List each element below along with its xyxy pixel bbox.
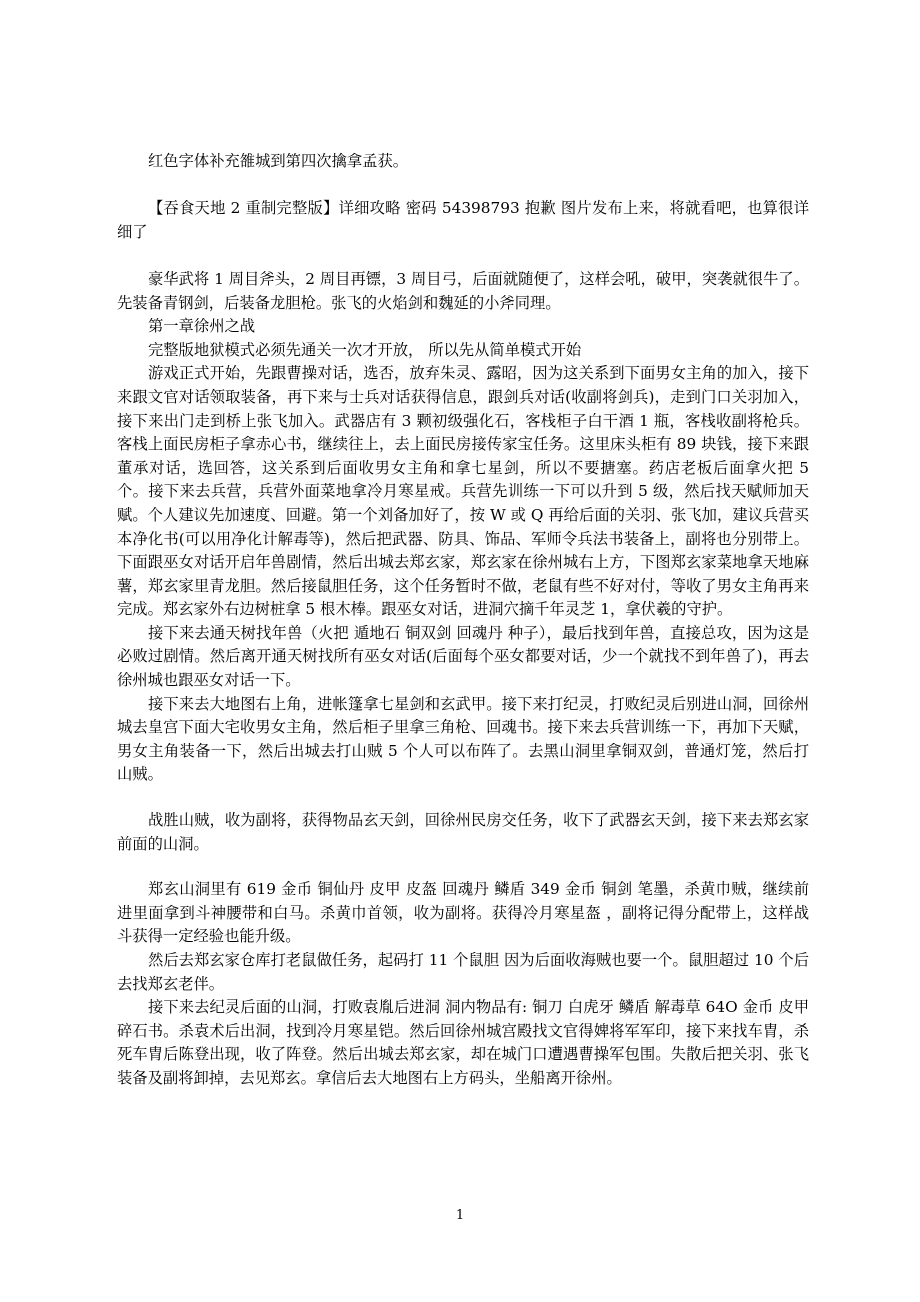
chapter-heading: 第一章徐州之战 — [148, 317, 256, 336]
paragraph-zhengxuan-cave: 郑玄山洞里有 619 金币 铜仙丹 皮甲 皮盔 回魂丹 鳞盾 349 金币 铜剑 笔墨，杀黄巾贼，继续前进里面拿到斗神腰带和白马。杀黄巾首领，收为副将。获得冷月寒星盔 ，副将记得分配带上，这样战斗获得一定经验也能升级。 — [117, 880, 809, 946]
paragraph-title: 【吞食天地 2 重制完整版】详细攻略 密码 54398793 抱歉 图片发布上来，将就看吧，也算很详细了 — [117, 199, 809, 241]
paragraph-hell-mode: 完整版地狱模式必须先通关一次才开放， 所以先从简单模式开始 — [148, 340, 582, 359]
paragraph-tongtian-tree: 接下来去通天树找年兽（火把 遁地石 铜双剑 回魂丹 种子），最后找到年兽，直接总攻，因为这是必败过剧情。然后离开通天树找所有巫女对话(后面每个巫女都要对话，少一个就找不到年兽了)，再去徐州城也跟巫女对话一下。 — [117, 623, 809, 690]
document-body — [117, 150, 809, 1091]
paragraph-game-start: 游戏正式开始，先跟曹操对话，选否，放弃朱灵、露昭，因为这关系到下面男女主角的加入，接下来跟文官对话领取装备，再下来与士兵对话获得信息，跟剑兵对话(收副将剑兵)，走到门口关羽加入，接下来出门走到桥上张飞加入。武器店有 3 颗初级强化石，客栈柜子白干酒 1 瓶，客栈收副将枪兵。客栈上面民房柜子拿赤心书，继续往上，去上面民房接传家宝任务。这里床头柜有 89 块钱，接下来跟董承对话，选回答，这关系到后面收男女主角和拿七星剑，所以不要搪塞。药店老板后面拿火把 5 个。接下来去兵营，兵营外面菜地拿冷月寒星戒。兵营先训练一下可以升到 5 级，然后找天赋师加天赋。个人建议先加速度、回避。第一个刘备加好了，按 W 或 Q 再给后面的关羽、张飞加，建议兵营买本净化书(可以用净化计解毒等)，然后把武器、防具、饰品、军师令兵法书装备上，副将也分别带上。下面跟巫女对话开启年兽剧情，然后出城去郑玄家，郑玄家在徐州城右上方，下图郑玄家菜地拿天地麻薯，郑玄家里青龙胆。然后接鼠胆任务，这个任务暂时不做，老鼠有些不好对付，等收了男女主角再来完成。郑玄家外右边树桩拿 5 根木棒。跟巫女对话，进洞穴摘千年灵芝 1，拿伏羲的守护。 — [117, 364, 809, 619]
page-number: 1 — [455, 1208, 465, 1223]
paragraph-defeat-bandits: 战胜山贼，收为副将，获得物品玄天剑，回徐州民房交任务，收下了武器玄天剑，接下来去郑玄家前面的山洞。 — [117, 811, 809, 853]
paragraph-rat-quest: 然后去郑玄家仓库打老鼠做任务，起码打 11 个鼠胆 因为后面收海贼也要一个。鼠胆超过 10 个后去找郑玄老伴。 — [117, 951, 809, 993]
paragraph-map-upper-right: 接下来去大地图右上角，进帐篷拿七星剑和玄武甲。接下来打纪灵，打败纪灵后别进山洞，回徐州城去皇宫下面大宅收男女主角，然后柜子里拿三角枪、回魂书。接下来去兵营训练一下，再加下天赋，男女主角装备一下，然后出城去打山贼 5 个人可以布阵了。去黑山洞里拿铜双剑，普通灯笼，然后打山贼。 — [117, 694, 809, 784]
paragraph-red-font-note: 红色字体补充雒城到第四次擒拿孟获。 — [148, 152, 409, 170]
paragraph-luxury-generals: 豪华武将 1 周目斧头，2 周目再镖，3 周目弓，后面就随便了，这样会吼，破甲，突袭就很牛了。先装备青钢剑，后装备龙胆枪。张飞的火焰剑和魏延的小斧同理。 — [117, 269, 809, 312]
paragraph-jiling-cave: 接下来去纪灵后面的山洞，打败袁胤后进洞 洞内物品有: 铜刀 白虎牙 鳞盾 解毒草 64O 金币 皮甲 碎石书。杀袁术后出洞，找到冷月寒星铠。然后回徐州城宫殿找文官得婢将军军印，接下来找车胄，杀死车胄后陈登出现，收了阵登。然后出城去郑玄家，却在城门口遭遇曹操军包围。失散后把关羽、张飞装备及副将卸掉，去见郑玄。拿信后去大地图右上方码头，坐船离开徐州。 — [117, 998, 809, 1087]
